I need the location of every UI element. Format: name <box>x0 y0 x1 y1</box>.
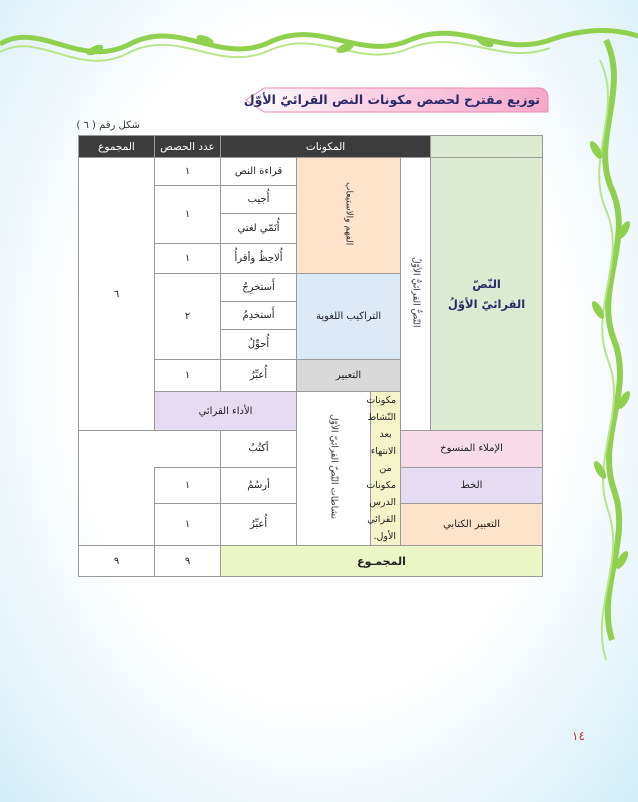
grand-total-label: المجمـوع <box>221 546 543 577</box>
section2-vertical-label-cell <box>297 392 371 546</box>
header-components: المكونات <box>221 136 431 158</box>
sessions-linguistic: ٢ <box>155 274 221 360</box>
item-write: أكتُبُ <box>221 431 297 468</box>
sessions-performance: ١ <box>155 244 221 274</box>
handwriting-cell: الخط <box>401 467 543 504</box>
page-title: توزيع مقترح لحصص مكونات النص القرائيّ الأوّل <box>243 92 540 107</box>
item-develop-language: أُنَمّي لغتي <box>221 214 297 244</box>
header-sessions: عدد الحصص <box>155 136 221 158</box>
sessions-reading: ١ <box>155 158 221 186</box>
section1-vertical-label-cell <box>401 158 431 431</box>
grand-total-sessions: ٩ <box>155 546 221 577</box>
linguistic-cell: التراكيب اللغوية <box>297 274 401 360</box>
section1-label <box>431 158 543 431</box>
sessions-answer-develop: ١ <box>155 186 221 244</box>
item-convert: أُحوِّلُ <box>221 330 297 360</box>
header-total: المجموع <box>79 136 155 158</box>
item-express: أُعبِّرُ <box>221 360 297 392</box>
comprehension-cell <box>297 158 401 274</box>
lesson-distribution-table <box>78 135 543 577</box>
section1-label-line2: القرائيّ الأوّلُ <box>447 297 526 312</box>
section2-performance-cell: الأداء القرائي <box>155 392 297 431</box>
sessions-handwriting: ١ <box>155 467 221 504</box>
dictation-cell: الإملاء المنسوخ <box>401 431 543 468</box>
item-notice-read: أُلاحِظُ وأقرأُ <box>221 244 297 274</box>
item-answer: أُجيب <box>221 186 297 214</box>
section2-description: مكونات النّشاط بعد الانتهاء من مكونات الدرس القرائي الأول. <box>371 392 401 546</box>
item-express-2: أُعبِّرُ <box>221 504 297 546</box>
item-extract: أَستخرِجُ <box>221 274 297 302</box>
header-corner <box>431 136 543 158</box>
expression-cell: التعبير <box>297 360 401 392</box>
grand-total-value: ٩ <box>79 546 155 577</box>
figure-label: شكل رقم ( ٦ ) <box>76 120 140 131</box>
page-number: ١٤ <box>572 729 585 743</box>
item-use: أَستخدِمُ <box>221 302 297 330</box>
written-expression-cell: التعبير الكتابي <box>401 504 543 546</box>
item-draw: أرسُمُ <box>221 467 297 504</box>
sessions-expression: ١ <box>155 360 221 392</box>
section1-label-line1: النّصّ <box>472 277 501 292</box>
section1-total: ٦ <box>79 158 155 431</box>
section1-vertical-label: النّصُّ القرائيُّ الأوّلُ <box>410 257 421 328</box>
sessions-written-expression: ١ <box>155 504 221 546</box>
title-banner <box>243 88 548 112</box>
comprehension-label: الفهم والاستيعاب <box>343 182 354 246</box>
item-reading: قراءة النص <box>221 158 297 186</box>
section2-vertical-label: نشاطات النّصّ القرائيّ الأوّل <box>328 414 339 520</box>
